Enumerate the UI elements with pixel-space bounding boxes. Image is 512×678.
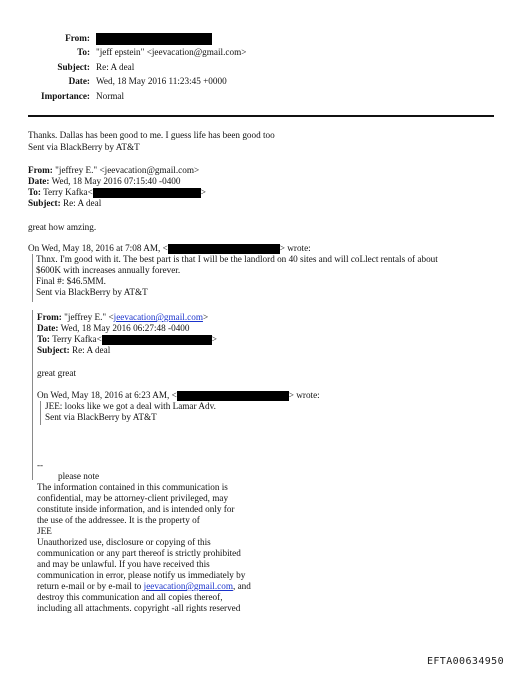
msg2-subject-value: Re: A deal [62, 198, 102, 208]
disclaimer-line: and may be unlawful. If you have received this [37, 559, 210, 569]
quote1-line-3: Final #: $46.5MM. [36, 276, 106, 286]
quote2-intro [37, 390, 320, 401]
msg3-date-label: Date: [37, 323, 59, 333]
msg3-from-label: From: [37, 312, 62, 322]
msg3-to-tail: > [211, 334, 217, 344]
msg3-subject [37, 345, 110, 356]
quote2-bar [40, 401, 41, 425]
msg3-body: great great [37, 368, 77, 378]
msg3-from [37, 312, 208, 323]
disclaimer-line: confidential, may be attorney-client privileged, may [37, 493, 229, 503]
disclaimer-line: communication in error, please notify us immediately by [37, 570, 246, 580]
date-value: Wed, 18 May 2016 11:23:45 +0000 [96, 76, 227, 86]
quote2-line-2: Sent via BlackBerry by AT&T [45, 412, 157, 422]
redaction-bar [177, 391, 289, 401]
to-label: To: [77, 47, 90, 57]
from-value-redacted [96, 33, 212, 45]
signature-dashes: -- [37, 460, 44, 470]
disclaimer-line-return [37, 581, 251, 592]
msg2-date-value: Wed, 18 May 2016 07:15:40 -0400 [51, 176, 181, 186]
quote1-intro-pre: On Wed, May 18, 2016 at 7:08 AM, < [28, 243, 168, 253]
quote2-intro-post: > wrote: [288, 390, 320, 400]
msg2-from-value: "jeffrey E." <jeevacation@gmail.com> [55, 165, 200, 175]
msg3-to [37, 334, 217, 345]
disclaimer-block [37, 482, 251, 614]
quote2-intro-pre: On Wed, May 18, 2016 at 6:23 AM, < [37, 390, 177, 400]
msg3-date-value: Wed, 18 May 2016 06:27:48 -0400 [60, 323, 190, 333]
quote-nested-bar [32, 310, 33, 480]
disclaimer-line: JEE [37, 526, 52, 536]
importance-label: Importance: [41, 91, 90, 101]
signature-note: please note [58, 471, 100, 481]
quote1-line-4: Sent via BlackBerry by AT&T [36, 287, 148, 297]
msg3-from-name: "jeffrey E." < [64, 312, 114, 322]
msg2-subject-label: Subject: [28, 198, 61, 208]
disclaimer-line: constitute inside information, and is intended only for [37, 504, 235, 514]
document-id: EFTA00634950 [426, 656, 504, 668]
redaction-bar [93, 188, 201, 198]
msg3-subject-value: Re: A deal [71, 345, 111, 355]
msg3-date [37, 323, 189, 334]
redaction-bar [102, 335, 212, 345]
quote2-line-1: JEE: looks like we got a deal with Lamar Adv. [45, 401, 216, 411]
msg2-body: great how amzing. [28, 222, 97, 232]
msg2-from-label: From: [28, 165, 53, 175]
redaction-bar [168, 244, 280, 254]
disclaimer-line: Unauthorized use, disclosure or copying of this [37, 537, 211, 547]
disclaimer-line: including all attachments. copyright -all rights reserved [37, 603, 241, 613]
quote1-line-1: Thnx. I'm good with it. The best part is that I will be the landlord on 40 sites and will coLlect rentals of about [36, 254, 438, 264]
header-divider [28, 115, 494, 117]
reply-line-1: Thanks. Dallas has been good to me. I guess life has been good too [28, 130, 275, 140]
msg2-to [28, 187, 206, 198]
disclaimer-line: destroy this communication and all copies thereof, [37, 592, 223, 602]
return-text: return e-mail or by e-mail to [37, 581, 144, 591]
to-value: "jeff epstein" <jeevacation@gmail.com> [96, 47, 247, 57]
msg2-to-value: Terry Kafka< [43, 187, 93, 197]
msg3-from-email-link[interactable]: jeevacation@gmail.com [113, 312, 203, 322]
from-label: From: [65, 33, 90, 43]
quote1-intro [28, 243, 311, 254]
return-text-end: , and [232, 581, 251, 591]
quote1-bar [32, 254, 33, 302]
disclaimer-line: communication or any part thereof is strictly prohibited [37, 548, 241, 558]
return-email-link[interactable]: jeevacation@gmail.com [143, 581, 233, 591]
quote1-line-2: $600K with increases annually forever. [36, 265, 181, 275]
msg2-subject [28, 198, 101, 209]
disclaimer-line: The information contained in this communication is [37, 482, 228, 492]
msg2-to-label: To: [28, 187, 41, 197]
disclaimer-line: the use of the addressee. It is the property of [37, 515, 200, 525]
reply-line-2: Sent via BlackBerry by AT&T [28, 142, 140, 152]
msg3-from-tail: > [202, 312, 209, 322]
subject-value: Re: A deal [96, 62, 135, 72]
quote1-intro-post: > wrote: [279, 243, 311, 253]
redaction-bar [96, 33, 212, 45]
msg2-to-tail: > [200, 187, 206, 197]
importance-value: Normal [96, 91, 125, 101]
msg3-to-label: To: [37, 334, 50, 344]
msg3-subject-label: Subject: [37, 345, 70, 355]
msg2-date [28, 176, 180, 187]
msg2-from [28, 165, 199, 176]
msg2-date-label: Date: [28, 176, 50, 186]
msg3-to-value: Terry Kafka< [52, 334, 102, 344]
subject-label: Subject: [57, 62, 90, 72]
date-label: Date: [68, 76, 90, 86]
